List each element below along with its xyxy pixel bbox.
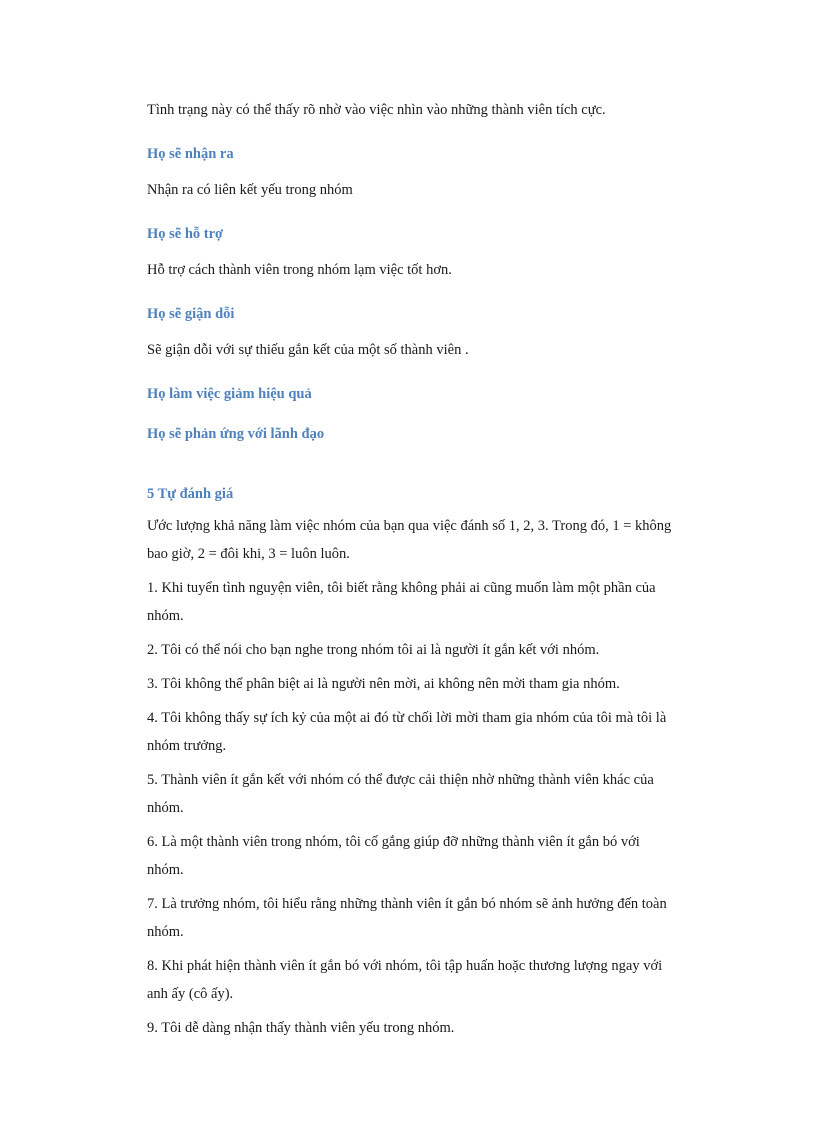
list-item: 7. Là trưởng nhóm, tôi hiểu rằng những thành viên ít gắn bó nhóm sẽ ảnh hưởng đến toàn nhóm. — [147, 896, 667, 940]
heading-react-leadership: Họ sẽ phản ứng với lãnh đạo — [147, 426, 325, 442]
document-page — [147, 96, 677, 1048]
list-item: 3. Tôi không thể phân biệt ai là người nên mời, ai không nên mời tham gia nhóm. — [147, 676, 620, 692]
list-item: 2. Tôi có thể nói cho bạn nghe trong nhóm tôi ai là người ít gắn kết với nhóm. — [147, 642, 600, 658]
heading-sulk: Họ sẽ giận dỗi — [147, 306, 235, 322]
paragraph-recognize: Nhận ra có liên kết yếu trong nhóm — [147, 182, 353, 198]
heading-less-effective: Họ làm việc giảm hiệu quả — [147, 386, 312, 402]
list-item: 5. Thành viên ít gắn kết với nhóm có thể được cải thiện nhờ những thành viên khác của nhóm. — [147, 772, 654, 816]
list-item: 6. Là một thành viên trong nhóm, tôi cố gắng giúp đỡ những thành viên ít gắn bó với nhóm. — [147, 834, 640, 878]
heading-recognize: Họ sẽ nhận ra — [147, 146, 234, 162]
paragraph-sulk: Sẽ giận dỗi với sự thiếu gắn kết của một số thành viên . — [147, 342, 469, 358]
section-title: 5 Tự đánh giá — [147, 486, 234, 502]
intro-paragraph: Tình trạng này có thể thấy rõ nhờ vào việc nhìn vào những thành viên tích cực. — [147, 102, 606, 118]
list-item: 4. Tôi không thấy sự ích kỷ của một ai đó từ chối lời mời tham gia nhóm của tôi mà tôi là nhóm trưởng. — [147, 710, 667, 754]
section-intro: Ước lượng khả năng làm việc nhóm của bạn qua việc đánh số 1, 2, 3. Trong đó, 1 = không bao giờ, 2 = đôi khi, 3 = luôn luôn. — [147, 518, 672, 562]
list-item: 1. Khi tuyển tình nguyện viên, tôi biết rằng không phải ai cũng muốn làm một phần của nhóm. — [147, 580, 656, 624]
heading-support: Họ sẽ hỗ trợ — [147, 226, 224, 242]
list-item: 9. Tôi dễ dàng nhận thấy thành viên yếu trong nhóm. — [147, 1020, 455, 1036]
list-item: 8. Khi phát hiện thành viên ít gắn bó với nhóm, tôi tập huấn hoặc thương lượng ngay với anh ấy (cô ấy). — [147, 958, 663, 1002]
paragraph-support: Hỗ trợ cách thành viên trong nhóm lạm việc tốt hơn. — [147, 262, 452, 278]
